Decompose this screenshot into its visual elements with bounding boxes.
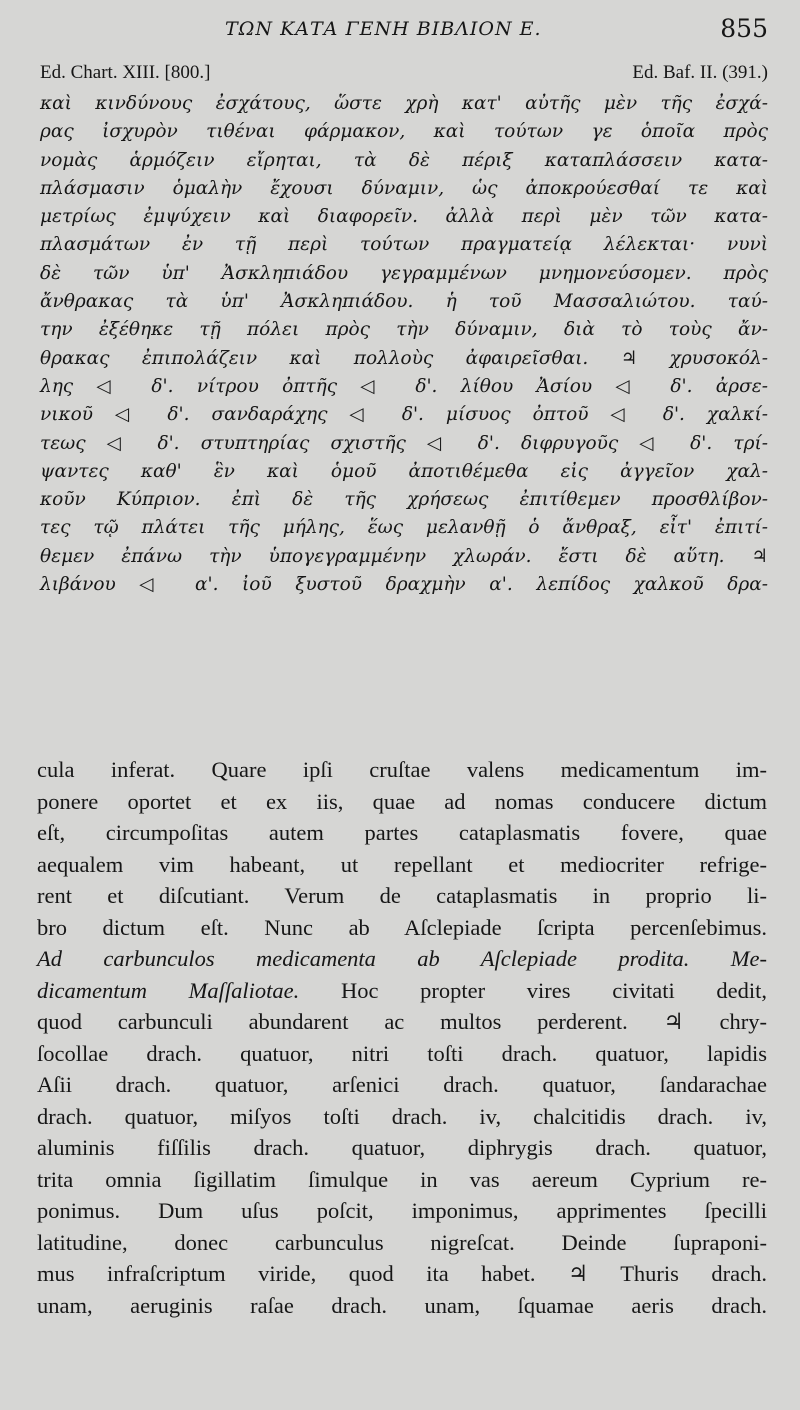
latin-line: aequalem vim habeant, ut repellant et mediocriter refrige- — [37, 851, 767, 877]
latin-line: ponere oportet et ex iis, quae ad nomas conducere dictum — [37, 788, 767, 814]
latin-line: ponimus. Dum uſus poſcit, imponimus, apprimentes ſpecilli — [37, 1198, 767, 1223]
edition-references — [40, 62, 768, 90]
page-header — [0, 14, 800, 50]
latin-line: cula inferat. Quare ipſi cruſtae valens medicamentum im- — [37, 757, 767, 782]
latin-line: Aſii drach. quatuor, arſenici drach. quatuor, ſandarachae — [37, 1072, 767, 1097]
greek-line: τες τῷ πλάτει τῆς μήλης, ἕως μελανθῇ ὁ ἄνθραξ, εἶτ' ἐπιτί- — [40, 517, 768, 539]
greek-line: κοῦν Κύπριον. ἐπὶ δὲ τῆς χρήσεως ἐπιτίθεμεν προσθλίβον- — [40, 489, 768, 511]
greek-line: ρας ἰσχυρὸν τιθέναι φάρμακον, καὶ τούτων γε ὁποῖα πρὸς — [40, 121, 768, 143]
latin-line: ſocollae drach. quatuor, nitri toſti drach. quatuor, lapidis — [37, 1040, 767, 1066]
latin-line: bro dictum eſt. Nunc ab Aſclepiade ſcripta percenſebimus. — [37, 914, 767, 940]
greek-line: θρακας ἐπιπολάζειν καὶ πολλοὺς ἀφαιρεῖσθαι. ♃ χρυσοκόλ- — [40, 347, 768, 369]
greek-line: τεως ◁ δ'. στυπτηρίας σχιστῆς ◁ δ'. διφρυγοῦς ◁ δ'. τρί- — [40, 432, 768, 454]
greek-line: θεμεν ἐπάνω τὴν ὑπογεγραμμένην χλωράν. ἔστι δὲ αὕτη. ♃ — [40, 545, 768, 567]
latin-line: rent et diſcutiant. Verum de cataplasmatis in proprio li- — [37, 883, 767, 908]
greek-line: νικοῦ ◁ δ'. σανδαράχης ◁ δ'. μίσυος ὀπτοῦ ◁ δ'. χαλκί- — [40, 404, 768, 426]
greek-line: νομὰς ἁρμόζειν εἴρηται, τὰ δὲ πέριξ καταπλάσσειν κατα- — [40, 149, 768, 171]
greek-line: μετρίως ἐμψύχειν καὶ διαφορεῖν. ἀλλὰ περὶ μὲν τῶν κατα- — [40, 206, 768, 228]
latin-line: mus infraſcriptum viride, quod ita habet. ♃ Thuris drach. — [37, 1261, 767, 1286]
latin-text-block — [37, 754, 767, 1321]
greek-line: ἄνθρακας τὰ ὑπ' Ἀσκληπιάδου. ἡ τοῦ Μασσαλιώτου. ταύ- — [40, 291, 768, 313]
latin-line: Ad carbunculos medicamenta ab Aſclepiade prodita. Me- — [37, 946, 767, 971]
latin-line: quod carbunculi abundarent ac multos perderent. ♃ chry- — [37, 1009, 767, 1034]
greek-line: λιβάνου ◁ α'. ἰοῦ ξυστοῦ δραχμὴν α'. λεπίδος χαλκοῦ δρα- — [40, 574, 768, 596]
greek-line: δὲ τῶν ὑπ' Ἀσκληπιάδου γεγραμμένων μνημονεύσομεν. πρὸς — [40, 262, 768, 284]
greek-line: λης ◁ δ'. νίτρου ὀπτῆς ◁ δ'. λίθου Ἀσίου ◁ δ'. ἀρσε- — [40, 375, 768, 397]
edition-chartier: Ed. Chart. XIII. [800.] — [40, 62, 211, 83]
greek-line: την ἐξέθηκε τῇ πόλει πρὸς τὴν δύναμιν, διὰ τὸ τοὺς ἄν- — [40, 319, 768, 341]
running-title: ΤΩΝ ΚΑΤΑ ΓΕΝΗ ΒΙΒΛΙΟΝ Ε. — [225, 18, 542, 40]
greek-text-block — [40, 90, 768, 599]
latin-line: trita omnia ſigillatim ſimulque in vas aereum Cyprium re- — [37, 1166, 767, 1192]
latin-line: aluminis fiſſilis drach. quatuor, diphrygis drach. quatuor, — [37, 1135, 767, 1160]
greek-line: πλάσμασιν ὁμαλὴν ἔχουσι δύναμιν, ὡς ἀποκρούεσθαί τε καὶ — [40, 177, 768, 199]
latin-line: eſt, circumpoſitas autem partes cataplasmatis fovere, quae — [37, 820, 767, 845]
page-number: 855 — [720, 14, 768, 43]
greek-line: ψαντες καθ' ἓν καὶ ὁμοῦ ἀποτιθέμεθα εἰς ἀγγεῖον χαλ- — [40, 460, 768, 482]
greek-line: πλασμάτων ἐν τῇ περὶ τούτων πραγματείᾳ λέλεκται· νυνὶ — [40, 234, 768, 256]
greek-line: καὶ κινδύνους ἐσχάτους, ὥστε χρὴ κατ' αὐτῆς μὲν τῆς ἐσχά- — [40, 93, 768, 114]
latin-line: drach. quatuor, miſyos toſti drach. iv, chalcitidis drach. iv, — [37, 1103, 767, 1129]
latin-line: latitudine, donec carbunculus nigreſcat. Deinde ſupraponi- — [37, 1229, 767, 1255]
latin-line: unam, aeruginis raſae drach. unam, ſquamae aeris drach. — [37, 1292, 767, 1318]
latin-line: dicamentum Maſſaliotae. Hoc propter vires civitati dedit, — [37, 977, 767, 1003]
edition-basel: Ed. Baf. II. (391.) — [632, 62, 768, 83]
